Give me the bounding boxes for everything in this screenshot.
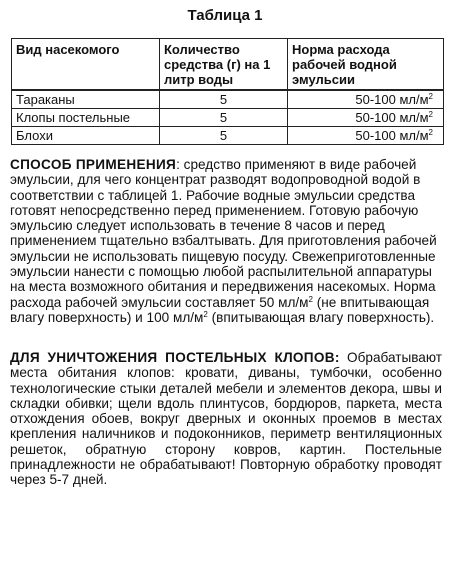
table-header-row <box>12 39 444 91</box>
header-amount: Количество средства (г) на 1 литр воды <box>160 39 288 91</box>
cell-insect: Клопы постельные <box>12 109 160 127</box>
cell-rate <box>288 90 444 109</box>
usage-superscript-b: 2 <box>203 309 208 319</box>
rate-value: 50-100 мл/м <box>355 128 429 143</box>
rate-unit-superscript: 2 <box>428 128 433 137</box>
usage-text-b: (не впитывающая влагу поверхность) и 100 мл/м <box>10 294 430 325</box>
rate-unit-superscript: 2 <box>428 92 433 101</box>
usage-paragraph <box>10 157 442 325</box>
rate-value: 50-100 мл/м <box>355 92 429 107</box>
header-consumption-rate: Норма расхода рабочей водной эмульсии <box>288 39 444 91</box>
cell-amount: 5 <box>160 127 288 145</box>
usage-text-a: : средство применяют в виде рабочей эмульсии, для чего концентрат разводят водопроводной водой в соответствии с таблицей 1. Рабочие водные эмульсии средства готовят непосредственно перед применением. Готовую рабочую эмульсию следует использовать в течение 8 часов и перед применением тщательно взбалтывать. Для приготовления рабочей эмульсии не использовать пищевую посуду. Свежеприготовленные эмульсии нанести с помощью любой распылительной аппаратуры на места возможного обитания и передвижения насекомых. Норма расхода рабочей эмульсии составляет 50 мл/м <box>10 157 437 310</box>
cell-rate <box>288 109 444 127</box>
rate-value: 50-100 мл/м <box>355 110 429 125</box>
cell-amount: 5 <box>160 109 288 127</box>
table-row <box>12 127 444 145</box>
table-row <box>12 109 444 127</box>
bedbugs-paragraph <box>10 350 442 488</box>
cell-rate <box>288 127 444 145</box>
cell-amount: 5 <box>160 90 288 109</box>
bedbugs-heading: ДЛЯ УНИЧТОЖЕНИЯ ПОСТЕЛЬНЫХ КЛОПОВ: <box>10 350 340 365</box>
cell-insect: Тараканы <box>12 90 160 109</box>
dosage-table <box>11 38 444 145</box>
table-row <box>12 90 444 109</box>
usage-heading: СПОСОБ ПРИМЕНЕНИЯ <box>10 157 177 172</box>
usage-superscript-a: 2 <box>308 294 313 304</box>
table-title: Таблица 1 <box>187 7 263 24</box>
rate-unit-superscript: 2 <box>428 110 433 119</box>
usage-text-c: (впитывающая влагу поверхность). <box>207 309 435 325</box>
header-insect-type: Вид насекомого <box>12 39 160 91</box>
cell-insect: Блохи <box>12 127 160 145</box>
bedbugs-text: Обрабатывают места обитания клопов: кровати, диваны, тумбочки, особенно технологические стыки деталей мебели и элементов декора, швы и складки обивки; щели вдоль плинтусов, бордюров, паркета, места отхождения обоев, вокруг дверных и оконных проемов в местах крепления наличников и подоконников, периметр вентиляционных решеток, обратную сторону ковров, картин. Постельные принадлежности не обрабатывают! Повторную обработку проводят через 5-7 дней. <box>10 350 442 488</box>
